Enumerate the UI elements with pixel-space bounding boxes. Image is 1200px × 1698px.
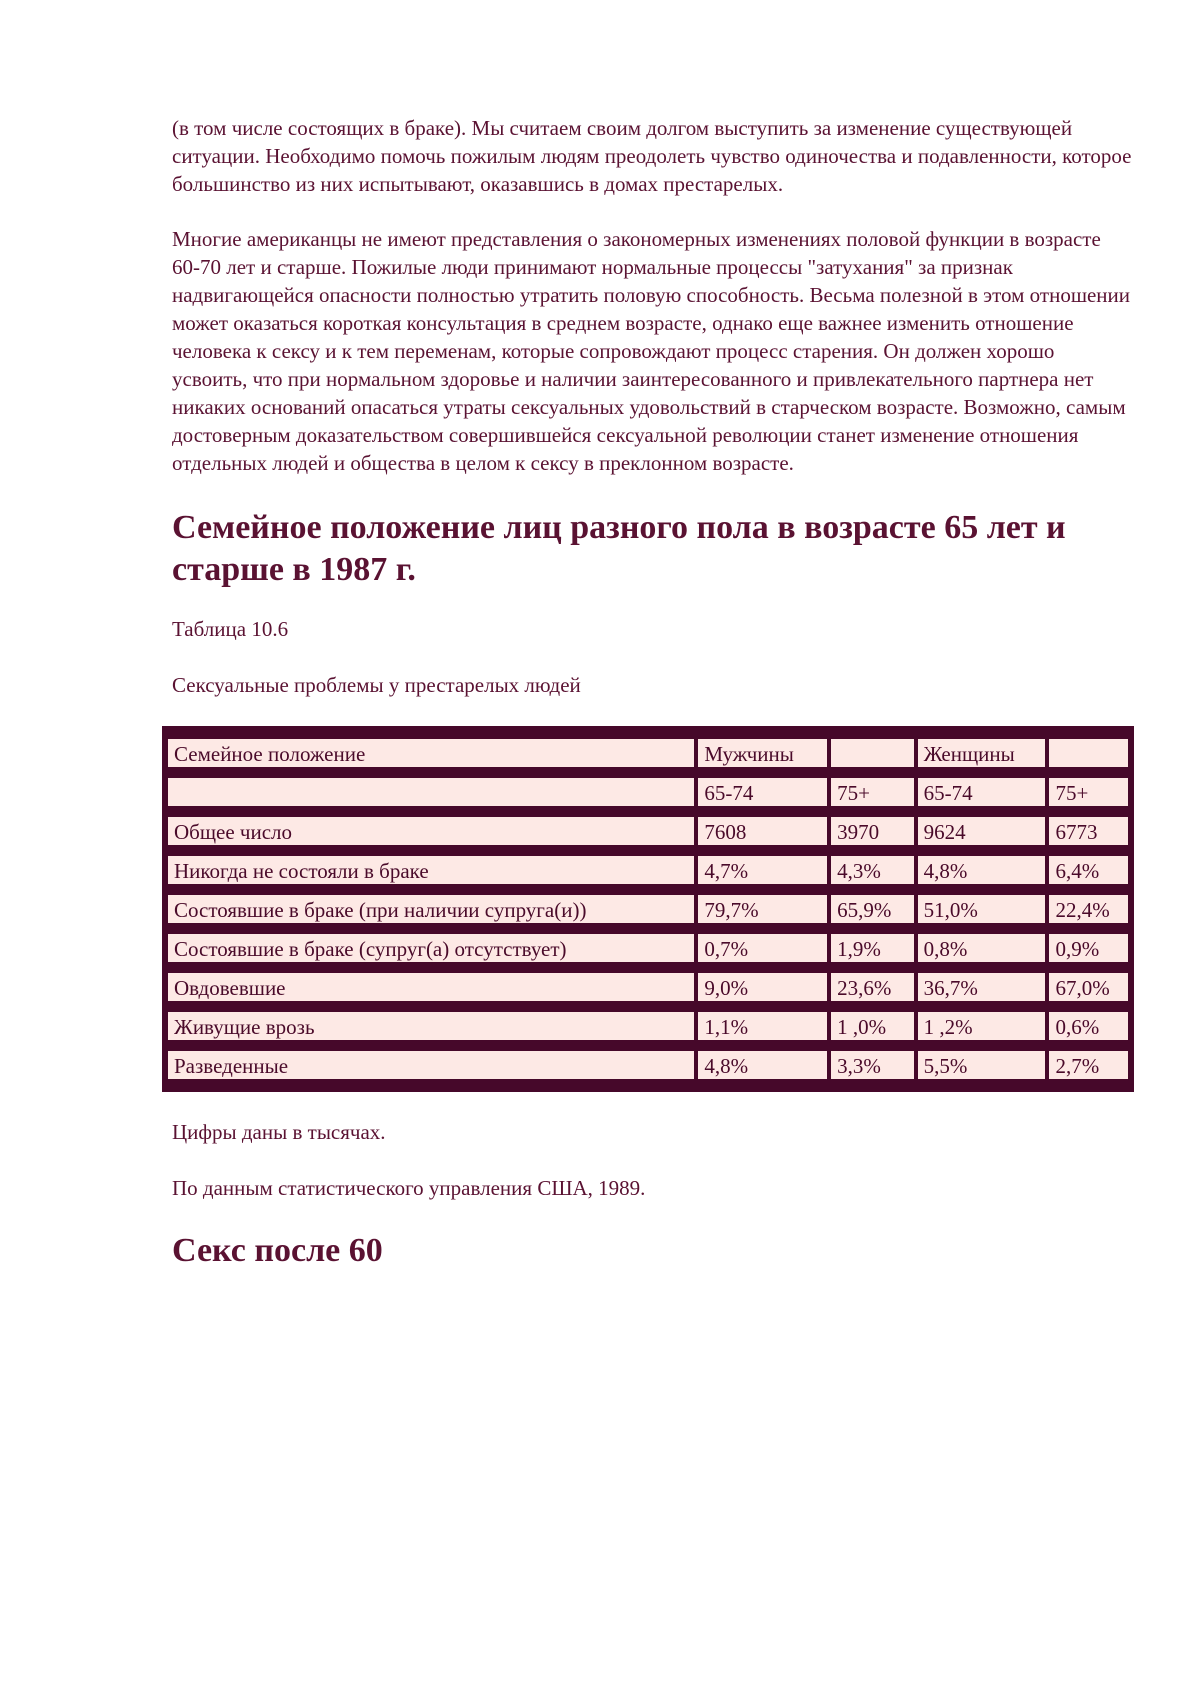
value-cell: 1,1% <box>698 1012 827 1040</box>
table-subheader-row <box>168 778 1128 806</box>
table-title: Сексуальные проблемы у престарелых людей <box>172 673 581 697</box>
header-cell: Семейное положение <box>168 739 694 767</box>
subheader-cell: 65-74 <box>698 778 827 806</box>
table-row <box>168 1012 1128 1040</box>
row-label-cell: Овдовевшие <box>168 973 694 1001</box>
table-number: Таблица 10.6 <box>172 617 289 641</box>
value-cell: 23,6% <box>831 973 914 1001</box>
value-cell: 0,8% <box>918 934 1046 962</box>
value-cell: 0,6% <box>1049 1012 1128 1040</box>
value-cell: 1,9% <box>831 934 914 962</box>
value-cell: 4,8% <box>698 1051 827 1079</box>
table-row <box>168 817 1128 845</box>
value-cell: 4,7% <box>698 856 827 884</box>
header-cell <box>831 739 914 767</box>
table-row <box>168 1051 1128 1079</box>
section-heading-sex-after-60: Секс после 60 <box>172 1232 383 1269</box>
table-row <box>168 856 1128 884</box>
source-note: По данным статистического управления США, 1989. <box>172 1176 646 1200</box>
value-cell: 0,7% <box>698 934 827 962</box>
table-row <box>168 934 1128 962</box>
header-cell <box>1049 739 1128 767</box>
value-cell: 4,8% <box>918 856 1046 884</box>
row-label-cell: Живущие врозь <box>168 1012 694 1040</box>
subheader-cell <box>168 778 694 806</box>
value-cell: 6773 <box>1049 817 1128 845</box>
value-cell: 3970 <box>831 817 914 845</box>
table-row <box>168 973 1128 1001</box>
table-header-row <box>168 739 1128 767</box>
value-cell: 5,5% <box>918 1051 1046 1079</box>
row-label-cell: Состоявшие в браке (при наличии супруга(и)) <box>168 895 694 923</box>
table-row <box>168 895 1128 923</box>
paragraph-intro: (в том числе состоящих в браке). Мы считаем своим долгом выступить за изменение существующей ситуации. Необходимо помочь пожилым людям преодолеть чувство одиночества и подавленности, которое большинство из них испытывают, оказавшись в домах престарелых. <box>172 116 1132 196</box>
value-cell: 3,3% <box>831 1051 914 1079</box>
row-label-cell: Общее число <box>168 817 694 845</box>
row-label-cell: Состоявшие в браке (супруг(а) отсутствует) <box>168 934 694 962</box>
header-cell: Мужчины <box>698 739 827 767</box>
value-cell: 0,9% <box>1049 934 1128 962</box>
value-cell: 2,7% <box>1049 1051 1128 1079</box>
value-cell: 4,3% <box>831 856 914 884</box>
subheader-cell: 65-74 <box>918 778 1046 806</box>
marital-status-table <box>162 726 1134 1092</box>
header-cell: Женщины <box>918 739 1046 767</box>
value-cell: 22,4% <box>1049 895 1128 923</box>
value-cell: 51,0% <box>918 895 1046 923</box>
document-page <box>172 114 1132 1296</box>
subheader-cell: 75+ <box>831 778 914 806</box>
value-cell: 65,9% <box>831 895 914 923</box>
value-cell: 67,0% <box>1049 973 1128 1001</box>
value-cell: 1 ,0% <box>831 1012 914 1040</box>
value-cell: 36,7% <box>918 973 1046 1001</box>
value-cell: 9,0% <box>698 973 827 1001</box>
paragraph-main: Многие американцы не имеют представления о закономерных изменениях половой функции в возрасте 60-70 лет и старше. Пожилые люди принимают нормальные процессы "затухания" за признак надвигающейся опасности полностью утратить половую способность. Весьма полезной в этом отношении может оказаться короткая консультация в среднем возрасте, однако еще важнее изменить отношение человека к сексу и к тем переменам, которые сопровождают процесс старения. Он должен хорошо усвоить, что при нормальном здоровье и наличии заинтересованного и привлекательного партнера нет никаких оснований опасаться утраты сексуальных удовольствий в старческом возрасте. Возможно, самым достоверным доказательством совершившейся сексуальной революции станет изменение отношения отдельных людей и общества в целом к сексу в преклонном возрасте. <box>172 227 1131 475</box>
value-cell: 6,4% <box>1049 856 1128 884</box>
section-heading-marital-status: Семейное положение лиц разного пола в возрасте 65 лет и старше в 1987 г. <box>172 509 1066 588</box>
value-cell: 7608 <box>698 817 827 845</box>
row-label-cell: Разведенные <box>168 1051 694 1079</box>
value-cell: 79,7% <box>698 895 827 923</box>
subheader-cell: 75+ <box>1049 778 1128 806</box>
value-cell: 9624 <box>918 817 1046 845</box>
value-cell: 1 ,2% <box>918 1012 1046 1040</box>
units-note: Цифры даны в тысячах. <box>172 1120 386 1144</box>
row-label-cell: Никогда не состояли в браке <box>168 856 694 884</box>
